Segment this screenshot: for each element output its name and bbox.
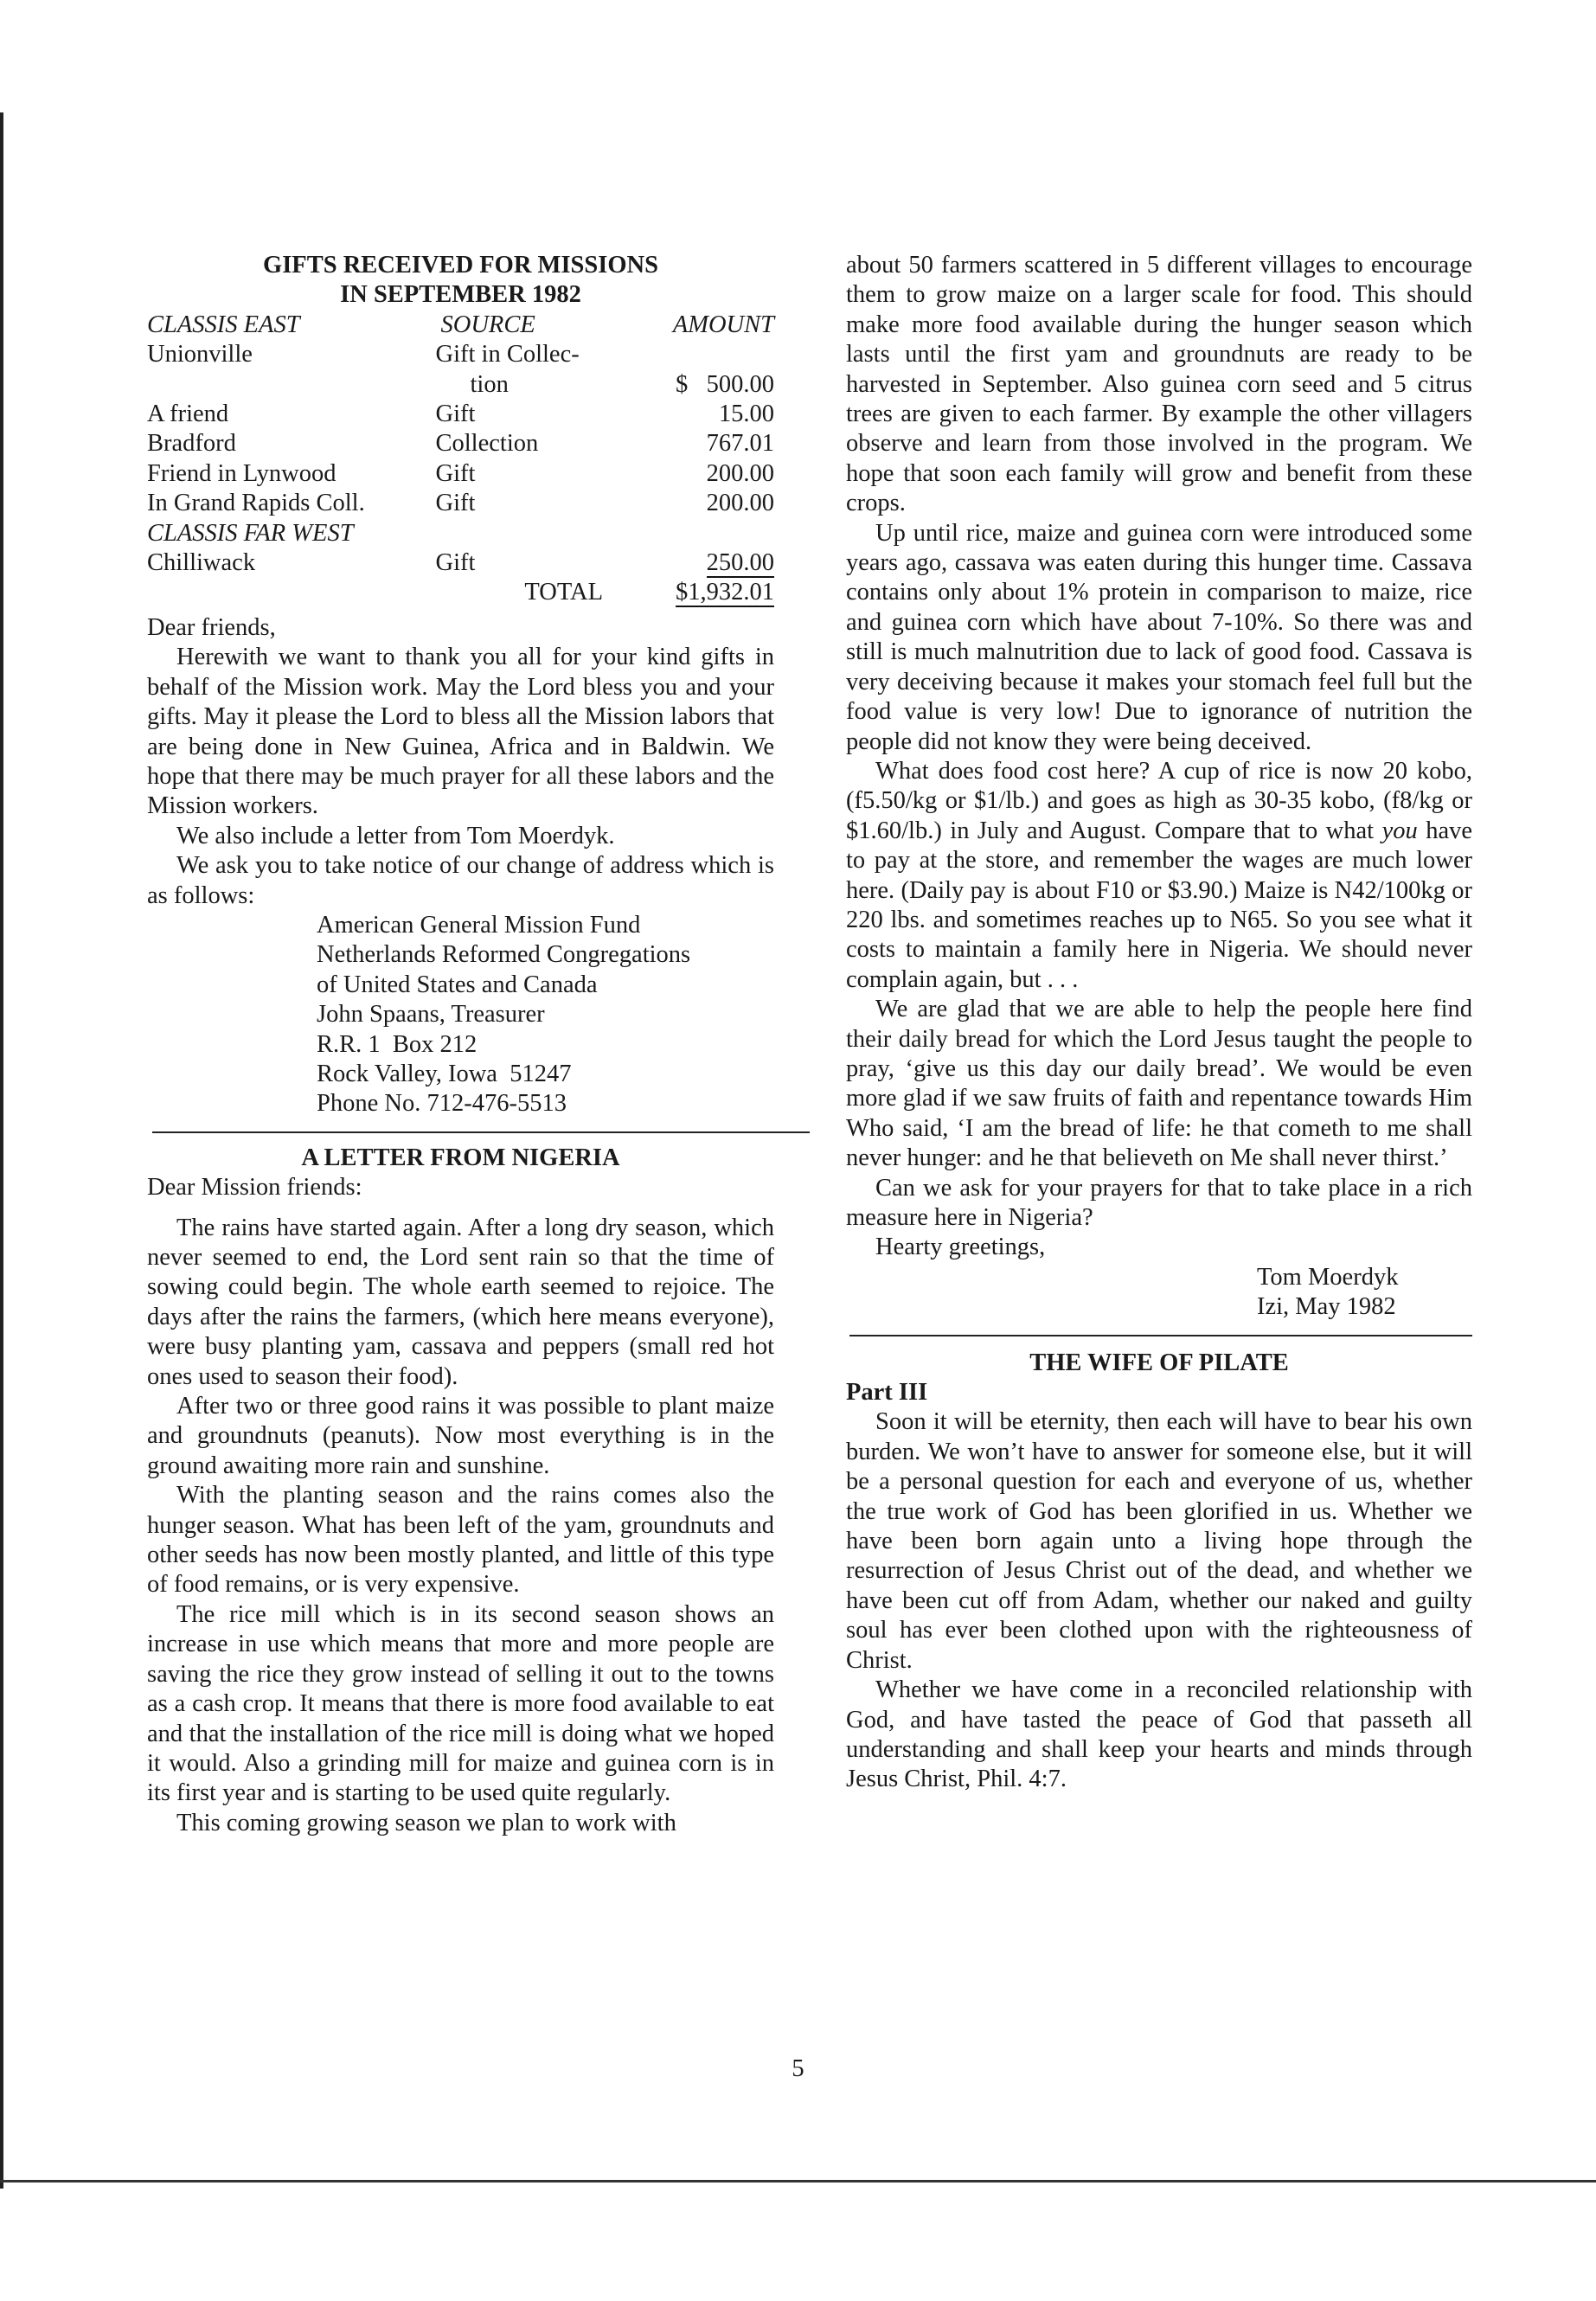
address-line: American General Mission Fund — [317, 911, 641, 939]
pilate-part: Part III — [846, 1379, 928, 1407]
row-source: Gift — [435, 549, 476, 577]
letter-closing: Hearty greetings, — [875, 1234, 1046, 1261]
header-source: SOURCE — [440, 311, 535, 338]
letter-title: A LETTER FROM NIGERIA — [301, 1144, 620, 1171]
letter-signature — [1257, 1263, 1472, 1323]
table-row — [147, 340, 774, 369]
letter-paragraph-7: Up until rice, maize and guinea corn were introduced some years ago, cassava was eaten during this hunger time. Cassava contains only about 1% protein in comparison to maize, rice and guinea corn which have about 7-10%. So there was and still is much malnutrition due to lack of good food. Cassava is very deceiving because it makes your stomach feel full but the food value is very low! Due to ignorance of nutrition the people did not know they were being deceived. — [846, 519, 1472, 755]
letter-paragraph-4: The rice mill which is in its second season shows an increase in use which means that more and more people are saving the rice they grow instead of selling it out to the towns as a cash crop. It means that there is more food available to eat and that the installation of the rice mill is doing what we hoped it would. Also a grinding mill for maize and guinea corn is in its first year and is starting to be used quite regularly. — [147, 1600, 774, 1807]
table-row — [147, 370, 774, 400]
row-name: Bradford — [147, 430, 236, 458]
row-name: In Grand Rapids Coll. — [147, 490, 365, 517]
left-column — [147, 251, 774, 1838]
section-divider — [849, 1335, 1472, 1336]
signature-name: Tom Moerdyk — [1257, 1263, 1399, 1291]
letter-paragraph-6: about 50 farmers scattered in 5 different villages to encourage them to grow maize on a larger scale for food. This should make more food available during the hunger season which lasts until the first yam and groundnuts are ready to be harvested in September. Also guinea corn seed and 5 citrus trees are given to each farmer. By example the other villagers observe and learn from those involved in the program. We hope that soon each family will grow and benefit from these crops. — [846, 252, 1472, 517]
row-name: Unionville — [147, 341, 253, 369]
letter-paragraph-2: After two or three good rains it was possible to plant maize and groundnuts (peanuts). Now most everything is in the ground awaiting more rain and sunshine. — [147, 1393, 774, 1479]
mailing-address — [317, 911, 774, 1119]
header-amount: AMOUNT — [672, 311, 774, 338]
intro-paragraph-1: Herewith we want to thank you all for your kind gifts in behalf of the Mission work. May the Lord bless you and your gifts. May it please the Lord to bless all the Mission labors that are being done in New Guinea, Africa and in Baldwin. We hope that there may be much prayer for all these labors and the Mission workers. — [147, 644, 774, 820]
intro-paragraph-2: We also include a letter from Tom Moerdyk. — [176, 822, 615, 849]
row-amount: $ 500.00 — [676, 370, 774, 398]
letter-paragraph-1: The rains have started again. After a long dry season, which never seemed to end, the Lord sent rain so that the time of sowing could begin. The whole earth seemed to rejoice. The days after the rains the farmers, (which here means everyone), were busy planting yam, cassava and peppers (small red hot ones used to season their food). — [147, 1214, 774, 1390]
row-name: Friend in Lynwood — [147, 459, 337, 487]
letter-salutation: Dear Mission friends: — [147, 1174, 362, 1202]
page-edge-left — [0, 112, 3, 2189]
table-row — [147, 489, 774, 518]
row-source: Gift in Collec- — [435, 341, 580, 369]
letter-paragraph-8 — [846, 757, 1472, 995]
page-edge-bottom — [0, 2180, 1596, 2182]
table-row — [147, 459, 774, 489]
section-divider — [152, 1131, 810, 1133]
table-row — [147, 400, 774, 429]
letter-paragraph-8-end: have to pay at the store, and remember the wages are much lower here. (Daily pay is about F10 or $3.90.) Maize is N42/100kg or 220 lbs. and sometimes reaches up to N65. So you see what it costs to maintain a family here in Nigeria. We should never complain again, but . . . — [846, 817, 1472, 993]
intro-salutation: Dear friends, — [147, 613, 276, 641]
letter-paragraph-3: With the planting season and the rains comes also the hunger season. What has been left of the yam, groundnuts and other seeds has now been mostly planted, and little of this type of food remains, or is very expensive. — [147, 1482, 774, 1599]
row-amount: 250.00 — [706, 549, 774, 577]
header-classis-east: CLASSIS EAST — [147, 311, 300, 338]
row-source: Gift — [435, 401, 476, 428]
signature-place: Izi, May 1982 — [1257, 1293, 1396, 1321]
right-column — [846, 251, 1472, 1795]
pilate-paragraph-2: Whether we have come in a reconciled relationship with God, and have tasted the peace of God that passeth all understanding and shall keep your hearts and minds through Jesus Christ, Phil. 4:7. — [846, 1676, 1472, 1793]
address-line: John Spaans, Treasurer — [317, 1001, 545, 1029]
gifts-title-line2: IN SEPTEMBER 1982 — [340, 281, 581, 309]
letter-paragraph-8-start: What does food cost here? A cup of rice is now 20 kobo, (f5.50/kg or $1/lb.) and goes as high as 30-35 kobo, (f8/kg or $1.60/lb.) in July and August. Compare that to what — [846, 757, 1472, 844]
gifts-title-line1: GIFTS RECEIVED FOR MISSIONS — [263, 252, 658, 279]
table-row — [147, 548, 774, 578]
row-name — [147, 370, 436, 400]
address-line: Phone No. 712-476-5513 — [317, 1090, 567, 1118]
address-line: Netherlands Reformed Congregations — [317, 941, 691, 969]
classis-farwest-row — [147, 519, 774, 548]
row-source: Collection — [435, 430, 539, 458]
page-number: 5 — [792, 2055, 804, 2082]
row-amount — [624, 340, 774, 369]
total-row — [147, 578, 774, 607]
letter-paragraph-9: We are glad that we are able to help the people here find their daily bread for which the Lord Jesus taught the people to pray, ‘give us this day our daily bread’. We would be even more glad if we saw fruits of faith and repentance towards Him Who said, ‘I am the bread of life: he that cometh to me shall never hunger: and he that believeth on Me shall never thirst.’ — [846, 996, 1472, 1172]
row-amount: 200.00 — [706, 459, 774, 487]
address-line: R.R. 1 Box 212 — [317, 1030, 478, 1058]
row-source: Gift — [435, 459, 476, 487]
row-name: Chilliwack — [147, 549, 256, 577]
table-row — [147, 429, 774, 458]
row-name: A friend — [147, 401, 229, 428]
row-amount: 200.00 — [706, 490, 774, 517]
header-classis-farwest: CLASSIS FAR WEST — [147, 519, 354, 547]
address-line: Rock Valley, Iowa 51247 — [317, 1060, 572, 1087]
letter-paragraph-5: This coming growing season we plan to work with — [176, 1809, 676, 1836]
total-amount: $1,932.01 — [676, 579, 774, 606]
total-label: TOTAL — [524, 579, 603, 606]
pilate-paragraph-1: Soon it will be eternity, then each will have to bear his own burden. We won’t have to answer for someone else, but it will be a personal question for each and everyone of us, whether the true work of God has been glorified in us. Whether we have been born again unto a living hope through the resurrection of Jesus Christ out of the dead, and whether we have been cut off from Adam, whether our naked and guilty soul has ever been clothed upon with the righteousness of Christ. — [846, 1408, 1472, 1674]
gifts-table-header — [147, 311, 774, 340]
intro-paragraph-3: We ask you to take notice of our change of address which is as follows: — [147, 852, 774, 909]
row-amount: 15.00 — [718, 401, 774, 428]
emphasis-you: you — [1381, 817, 1418, 844]
pilate-title: THE WIFE OF PILATE — [1029, 1349, 1289, 1376]
address-line: of United States and Canada — [317, 971, 598, 998]
row-source: tion — [470, 370, 509, 398]
row-amount: 767.01 — [706, 430, 774, 458]
letter-paragraph-10: Can we ask for your prayers for that to take place in a rich measure here in Nigeria? — [846, 1174, 1472, 1231]
gifts-table — [147, 311, 774, 608]
row-source: Gift — [435, 490, 476, 517]
